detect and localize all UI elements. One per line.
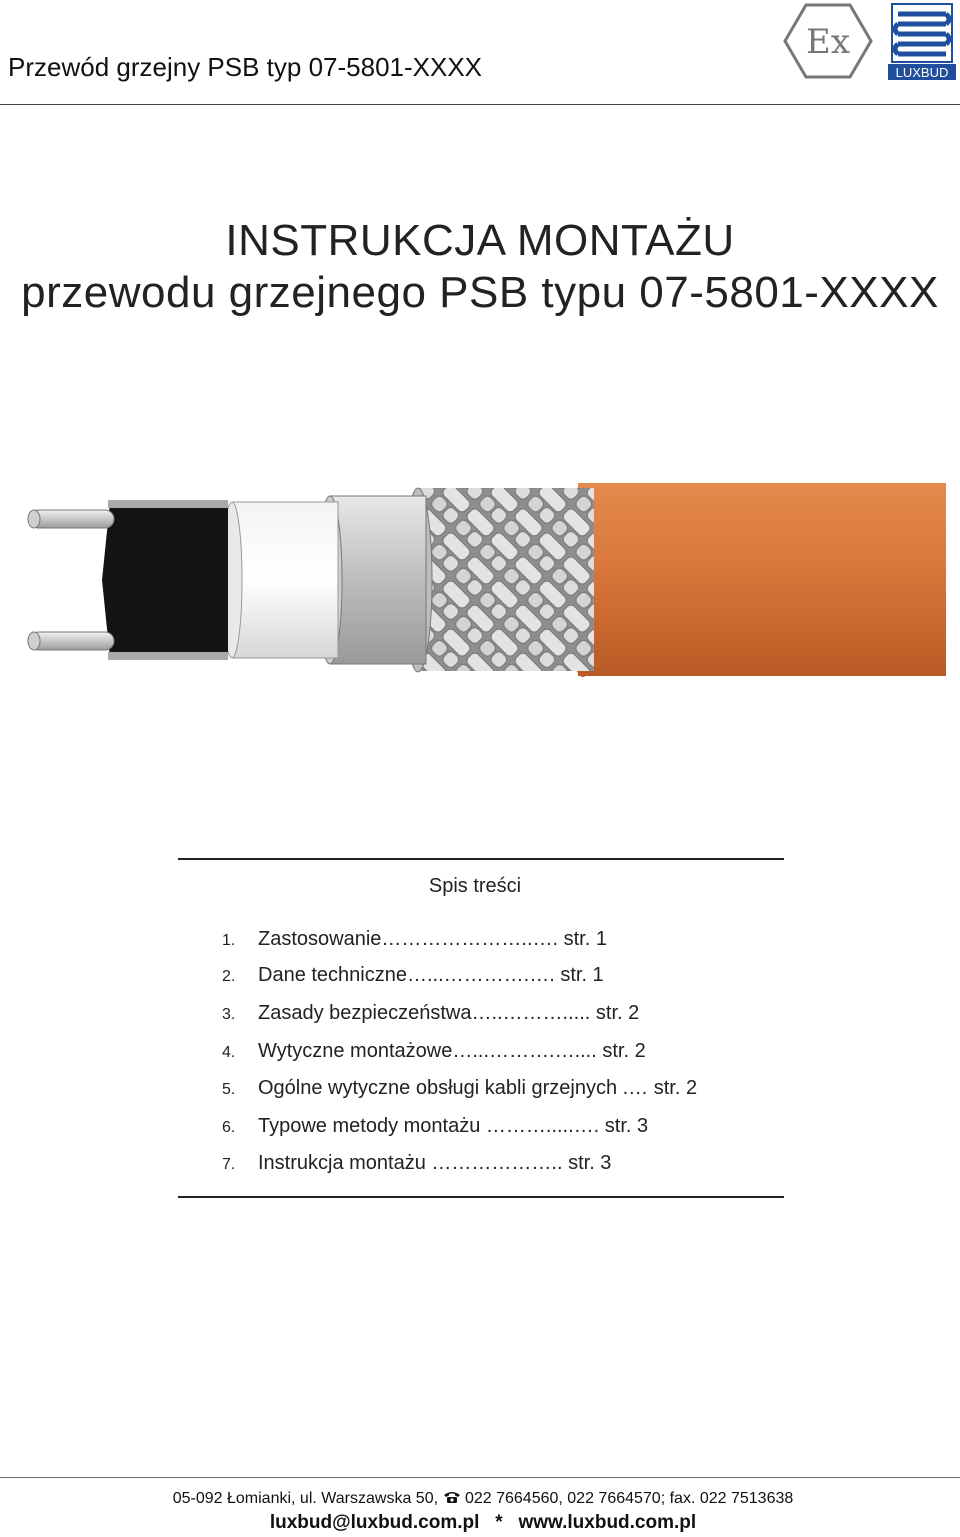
metal-braid	[418, 488, 594, 671]
toc-item[interactable]	[222, 1040, 646, 1063]
header-divider	[0, 104, 960, 105]
main-title-line-2: przewodu grzejnego PSB typu 07-5801-XXXX	[21, 268, 939, 317]
toc-item-number: 6.	[222, 1119, 236, 1136]
luxbud-brand-logo	[888, 2, 956, 80]
phone-icon	[443, 1491, 461, 1504]
toc-item-number: 3.	[222, 1006, 236, 1023]
toc-item[interactable]	[222, 928, 607, 951]
footer-address	[0, 1490, 960, 1508]
toc-item[interactable]	[222, 1002, 639, 1025]
toc-item-text: Dane techniczne…...………….…. str. 1	[258, 964, 604, 986]
toc-item-text: Zasady bezpieczeństwa…..………..... str. 2	[258, 1002, 640, 1024]
toc-item[interactable]	[222, 1152, 611, 1175]
main-title-line-1: INSTRUKCJA MONTAŻU	[225, 216, 735, 265]
toc-item-number: 4.	[222, 1044, 236, 1061]
conductor-wire-bottom	[30, 632, 114, 650]
luxbud-logo-text: LUXBUD	[895, 65, 949, 80]
toc-item-text: Instrukcja montażu ……………….. str. 3	[258, 1152, 612, 1174]
document-header-title: Przewód grzejny PSB typ 07-5801-XXXX	[8, 52, 483, 82]
toc-top-rule	[178, 858, 784, 860]
ex-explosion-proof-logo	[782, 2, 874, 80]
toc-item[interactable]	[222, 1077, 697, 1100]
toc-item-text: Zastosowanie…………………..…. str. 1	[258, 928, 607, 950]
toc-item[interactable]	[222, 1115, 648, 1138]
toc-item-text: Wytyczne montażowe…...……….….... str. 2	[258, 1040, 646, 1062]
foil-shield	[330, 496, 426, 664]
toc-title: Spis treści	[428, 875, 522, 897]
toc-item-number: 5.	[222, 1081, 236, 1098]
toc-item-number: 2.	[222, 968, 236, 985]
toc-item-number: 1.	[222, 932, 236, 949]
footer-contact-web[interactable]: luxbud@luxbud.com.pl * www.luxbud.com.pl	[269, 1512, 697, 1533]
heating-cable-illustration	[18, 480, 948, 680]
footer-address-street: 05-092 Łomianki, ul. Warszawska 50,	[172, 1490, 439, 1507]
footer-divider	[0, 1477, 960, 1478]
ex-logo-text: Ex	[806, 22, 850, 62]
insulation-layer	[232, 502, 338, 658]
footer-phone-fax: 022 7664560, 022 7664570; fax. 022 7513638	[464, 1490, 794, 1507]
conductor-wire-top	[30, 510, 114, 528]
toc-item-number: 7.	[222, 1156, 236, 1173]
heating-core	[102, 502, 228, 658]
toc-item-text: Typowe metody montażu ……….....…. str. 3	[258, 1115, 649, 1137]
outer-jacket	[578, 483, 946, 676]
toc-item[interactable]	[222, 964, 604, 987]
toc-item-text: Ogólne wytyczne obsługi kabli grzejnych .… str. 2	[258, 1077, 698, 1099]
toc-bottom-rule	[178, 1196, 784, 1198]
